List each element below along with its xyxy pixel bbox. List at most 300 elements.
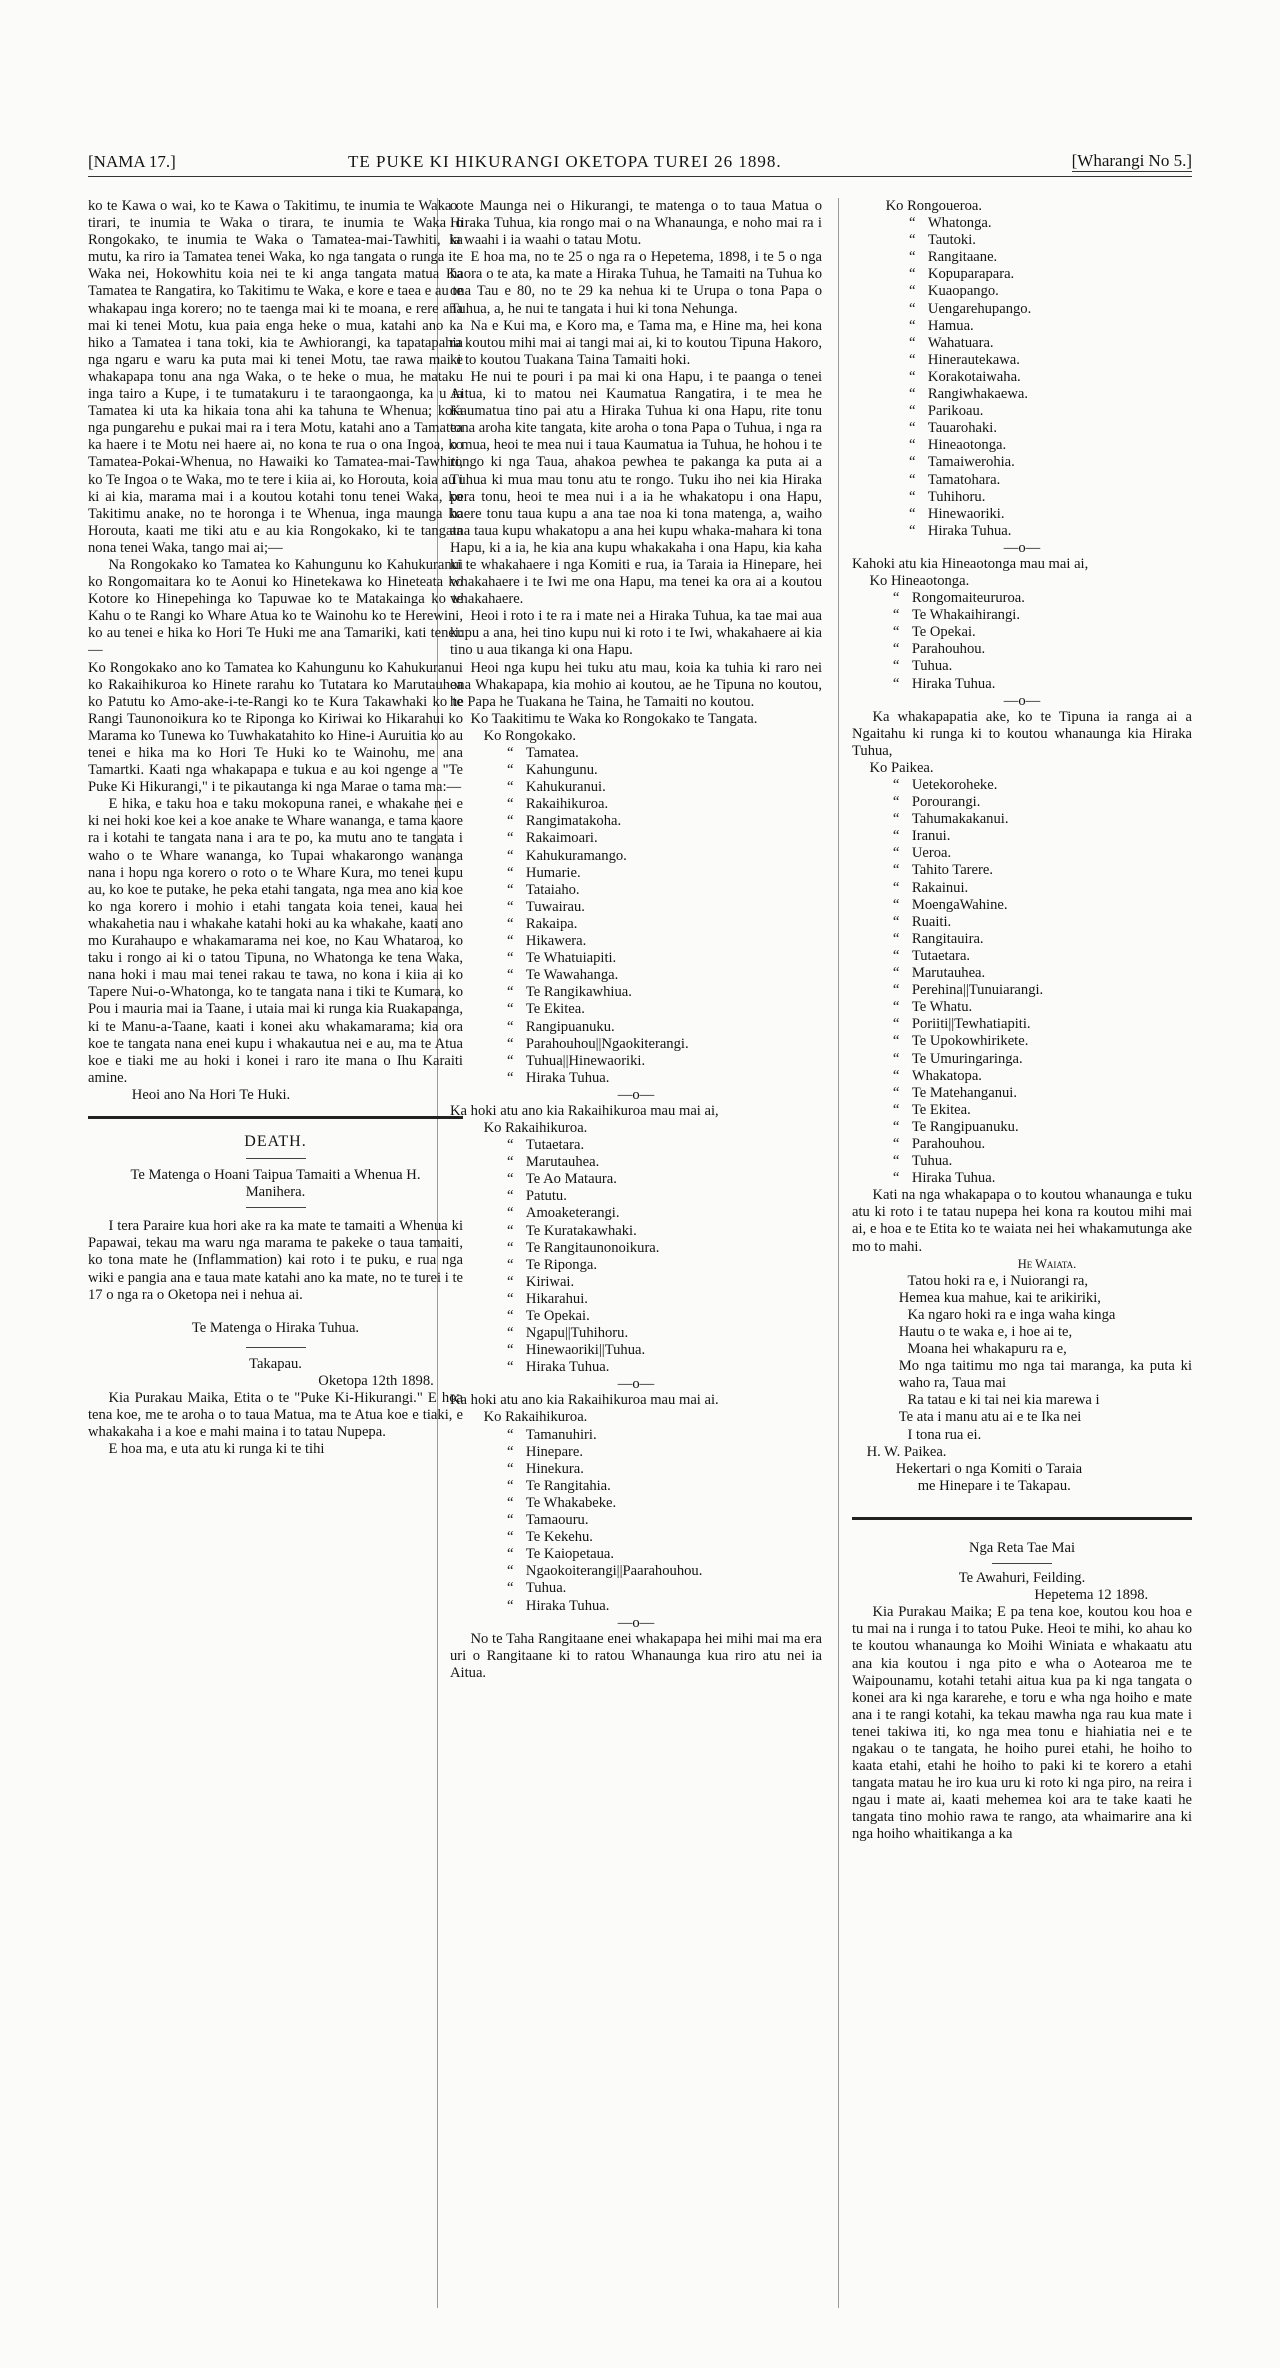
ditto-mark: “ — [506, 1154, 514, 1171]
separator: —o— — [617, 1614, 655, 1631]
article-paragraph: I tera Paraire kua hori ake ra ka mate te tamaiti a Whenua ki Papawai, tekau ma waru nga marama te pakeke o taua tamaiti, ko tona mate he (Inflammation) kai roto i te puku, e rua nga wiki e pangia ana e taua mate katahi ano ka mate, no te turei i te 17 o nga ra o Oketopa nei i nehua ai. — [88, 1218, 463, 1303]
page-number: [Wharangi No 5.] — [1071, 151, 1192, 170]
list-item-name: Korakotaiwaha. — [927, 368, 1021, 385]
list-item — [484, 1580, 822, 1597]
ditto-mark: “ — [506, 1529, 514, 1546]
list-item — [484, 1444, 822, 1461]
article-paragraph: Ko Taakitimu te Waka ko Rongokako te Tangata. — [470, 710, 758, 727]
ditto-mark: “ — [908, 368, 916, 385]
list-item — [484, 762, 822, 779]
ditto-mark: “ — [892, 777, 900, 793]
ditto-mark: “ — [506, 1597, 514, 1614]
ditto-mark: “ — [908, 522, 916, 539]
list-item-name: Iranui. — [911, 828, 951, 845]
list-item-name: Hamua. — [927, 317, 974, 334]
article-paragraph: Heoi i roto i te ra i mate nei a Hiraka Tuhua, ka tae mai aua kupu a ana, hei tino kupu nui ki roto i te Iwi, whakahaere ai kia tino u aua tikanga ki ona Hapu. — [450, 608, 822, 659]
list-item-name: Tuhua. — [911, 658, 953, 675]
poem-title: He Waiata. — [1017, 1256, 1077, 1271]
list-item-name: Te Rangikawhiua. — [525, 984, 632, 1001]
list-item — [484, 1563, 822, 1580]
list-item — [870, 1153, 1192, 1170]
list-item-name: Te Ao Mataura. — [525, 1171, 617, 1188]
ditto-mark: “ — [892, 965, 900, 982]
ditto-mark: “ — [506, 1443, 514, 1460]
list-item-name: Rangimatakoha. — [525, 813, 622, 830]
letter-date: Hepetema 12 1898. — [1034, 1587, 1149, 1604]
ditto-mark: “ — [506, 1308, 514, 1324]
list-items — [484, 1137, 822, 1376]
ditto-mark: “ — [506, 1239, 514, 1256]
poem-line: Hautu o te waka e, i hoe ai te, — [898, 1324, 1073, 1340]
list-item-name: Rakainui. — [911, 879, 969, 896]
list-item — [484, 1308, 822, 1325]
ditto-mark: “ — [892, 947, 900, 964]
list-item — [870, 607, 1192, 624]
short-rule — [992, 1563, 1052, 1564]
poem-line: I tona rua ei. — [907, 1426, 982, 1443]
list-item — [870, 1016, 1192, 1033]
ditto-mark: “ — [908, 334, 916, 351]
list-item — [484, 779, 822, 796]
list-item — [484, 882, 822, 899]
ditto-mark: “ — [506, 933, 514, 950]
list-head: Ko Rakaihikuroa. — [483, 1119, 588, 1136]
column-rule-2 — [838, 198, 839, 2308]
list-item-name: Te Rangitaunonoikura. — [525, 1239, 660, 1256]
list-item-name: Rongomaiteururoa. — [911, 590, 1025, 607]
list-item — [484, 1274, 822, 1291]
ditto-mark: “ — [506, 813, 514, 830]
list-item — [870, 999, 1192, 1016]
ditto-mark: “ — [892, 1033, 900, 1050]
ditto-mark: “ — [892, 930, 900, 947]
ditto-mark: “ — [506, 1563, 514, 1580]
section-rule — [88, 1116, 463, 1119]
list-item-name: Te Kaiopetaua. — [525, 1546, 615, 1563]
letter-date: Oketopa 12th 1898. — [318, 1372, 434, 1389]
list-item — [886, 352, 1192, 369]
author-signature: H. W. Paikea. — [866, 1443, 947, 1460]
list-head: Ko Paikea. — [869, 759, 934, 776]
list-item-name: Te Whatu. — [911, 999, 973, 1016]
article-paragraph: ko te Kawa o wai, ko te Kawa o Takitimu, te inumia te Waka o tirari, te inumia te Waka o tirara, te inumia te Waka o Rongokako, te inumia te Waka o Tamatea-mai-Tawhiti, ka mutu, ka riro ia Tamatea tenei Waka, ko nga tangata o runga ite Waka nei, Hokowhitu koia nei te ki anga tangata matua Ka Tamatea te Rangatira, ko Takitimu te Waka, e kore e taea e au te whakapau inga korero; no te taenga mai ki te moana, e rere ana mai ki tenei Motu, kua paia enga heke o mua, katahi ano ka hiko a Tamatea i tana toki, kia te Awhiorangi, ka tapatapahia nga ngaru e waru ka puta mai ki tenei Motu, tae rawa mai e whakapapa tonu ana nga Waka, o te heke o mua, he mataku inga tairo a Kupe, i te tumatakuru i te taraongaonga, ka u ia Tamatea ki uta ka hikaia tona ahi ka tahuna te Whenua; koia nga pungarehu e pukai mai ra i tera Motu, katahi ano a Tamatea ka haere i te Motu nei haere ai, no kona te rua o ona Ingoa, ko Tamatea-Pokai-Whenua, no Hawaiki ko Tamatea-mai-Tawhiti, ko Te Ingoa o te Waka, mo te tere i kiia ai, ko Horouta, koia au i ki ai kia, marama mai i a koutou kotahi tonu tenei Waka, ko Takitimu anake, no te horonga i te Whenua, inga maunga ko Horouta, kaati me tiki atu e au kia Rongokako, ki te tangata nona tenei Waka, tango mai ai;— — [88, 198, 463, 556]
poem-line: Ra tatau e ki tai nei kia marewa i — [907, 1392, 1100, 1409]
poem-line: Te ata i manu atu ai e te Ika nei — [898, 1409, 1082, 1426]
list-item-name: Hinewaoriki||Tuhua. — [525, 1342, 646, 1359]
list-item-name: Patutu. — [525, 1188, 567, 1205]
list-item — [484, 1478, 822, 1495]
list-item-name: Tautoki. — [927, 232, 976, 249]
list-item — [886, 369, 1192, 386]
list-item-name: Te Opekai. — [525, 1308, 590, 1324]
ditto-mark: “ — [506, 796, 514, 813]
list-item-name: Tauarohaki. — [927, 420, 997, 437]
list-item-name: Tuhua. — [911, 1153, 953, 1170]
genealogy-list — [484, 1120, 822, 1376]
article-paragraph: E hoa ma, e uta atu ki runga ki te tihi — [108, 1441, 325, 1458]
list-item-name: MoengaWahine. — [911, 896, 1008, 913]
list-item-name: Tamatohara. — [927, 471, 1001, 488]
list-item-name: Hiraka Tuhua. — [525, 1359, 610, 1376]
list-item-name: Kopuparapara. — [927, 266, 1015, 283]
list-items — [484, 1427, 822, 1615]
ditto-mark: “ — [908, 505, 916, 522]
ditto-mark: “ — [506, 915, 514, 932]
list-item-name: Rangipuanuku. — [525, 1018, 615, 1035]
list-item — [484, 1546, 822, 1563]
list-items — [870, 777, 1192, 1187]
ditto-mark: “ — [506, 1205, 514, 1222]
list-item — [870, 1136, 1192, 1153]
list-item — [870, 1033, 1192, 1050]
list-item-name: Amoaketerangi. — [525, 1205, 620, 1222]
ditto-mark: “ — [908, 300, 916, 317]
list-item-name: Rakaimoari. — [525, 830, 598, 847]
list-item-name: Tahumakakanui. — [911, 811, 1009, 828]
list-item-name: Marutauhea. — [525, 1154, 600, 1171]
list-item-name: Tuhua. — [525, 1580, 567, 1597]
ditto-mark: “ — [908, 420, 916, 437]
list-item-name: Tuhihoru. — [927, 488, 986, 505]
list-item — [870, 658, 1192, 675]
list-item-name: Hiraka Tuhua. — [525, 1069, 610, 1086]
list-item — [870, 811, 1192, 828]
list-item — [484, 1325, 822, 1342]
ditto-mark: “ — [506, 984, 514, 1001]
ditto-mark: “ — [506, 1290, 514, 1307]
ditto-mark: “ — [506, 1477, 514, 1494]
list-item — [484, 984, 822, 1001]
list-head: Ko Hineaotonga. — [869, 572, 970, 589]
list-item — [484, 1223, 822, 1240]
ditto-mark: “ — [506, 967, 514, 984]
ditto-mark: “ — [892, 828, 900, 845]
list-item-name: Uetekoroheke. — [911, 777, 998, 793]
list-item — [886, 266, 1192, 283]
list-item-name: Whatonga. — [927, 215, 992, 232]
list-item — [870, 777, 1192, 794]
list-item-name: Ngaokoiterangi||Paarahouhou. — [525, 1563, 703, 1580]
ditto-mark: “ — [892, 999, 900, 1016]
ditto-mark: “ — [892, 982, 900, 999]
list-item-name: Te Upokowhirikete. — [911, 1033, 1029, 1050]
list-item — [484, 1171, 822, 1188]
list-item — [484, 916, 822, 933]
ditto-mark: “ — [506, 1222, 514, 1239]
short-rule — [246, 1347, 306, 1348]
list-item-name: Poriiti||Tewhatiapiti. — [911, 1016, 1031, 1033]
article-subtitle: Te Matenga o Hoani Taipua Tamaiti a Whenua H. Manihera. — [130, 1167, 421, 1201]
article-paragraph: Kia Purakau Maika, Etita o te "Puke Ki-Hikurangi." E hoa tena koe, me te aroha o to taua Matua, ma te Atua koe e tiaki, e whakakaha i a koe e mahi maina i to tatau Nupepa. — [88, 1390, 463, 1441]
list-item-name: Te Wawahanga. — [525, 967, 619, 984]
list-item-name: Te Rangitahia. — [525, 1477, 611, 1494]
section-rule — [852, 1517, 1192, 1520]
ditto-mark: “ — [892, 1118, 900, 1135]
list-item — [870, 897, 1192, 914]
list-item-name: Parahouhou. — [911, 1135, 986, 1152]
list-item-name: Tamaiwerohia. — [927, 454, 1015, 471]
list-item-name: Parahouhou. — [911, 641, 986, 658]
list-item — [886, 335, 1192, 352]
article-paragraph: No te Taha Rangitaane enei whakapapa hei mihi mai ma era uri o Rangitaane ki to ratou Whanaunga kua riro atu nei ia Aitua. — [450, 1630, 822, 1681]
ditto-mark: “ — [892, 879, 900, 896]
list-item — [484, 1512, 822, 1529]
ditto-mark: “ — [892, 1101, 900, 1118]
ditto-mark: “ — [506, 1035, 514, 1052]
list-item — [870, 862, 1192, 879]
genealogy-list — [870, 573, 1192, 693]
list-item — [886, 318, 1192, 335]
separator: —o— — [617, 1376, 655, 1393]
ditto-mark: “ — [506, 779, 514, 796]
list-item — [886, 489, 1192, 506]
ditto-mark: “ — [506, 1052, 514, 1069]
letter-place: Takapau. — [249, 1355, 302, 1372]
list-item-name: Whakatopa. — [911, 1067, 982, 1084]
list-item — [886, 232, 1192, 249]
list-item-name: Hinewaoriki. — [927, 505, 1005, 522]
list-item — [484, 1154, 822, 1171]
ditto-mark: “ — [908, 454, 916, 471]
section-heading-letters: Nga Reta Tae Mai — [968, 1539, 1076, 1556]
list-item — [484, 1495, 822, 1512]
ditto-mark: “ — [892, 1135, 900, 1152]
list-item-name: Ueroa. — [911, 845, 952, 862]
ditto-mark: “ — [506, 1342, 514, 1359]
list-item — [484, 1427, 822, 1444]
ditto-mark: “ — [506, 847, 514, 864]
list-item-name: Humarie. — [525, 864, 581, 881]
list-item — [870, 1170, 1192, 1187]
list-item-name: Hikawera. — [525, 933, 587, 950]
ditto-mark: “ — [892, 1170, 900, 1187]
list-item — [886, 249, 1192, 266]
list-item — [484, 1461, 822, 1478]
ditto-mark: “ — [506, 1546, 514, 1563]
list-item-name: Te Whakabeke. — [525, 1494, 617, 1511]
list-item-name: Tuhua||Hinewaoriki. — [525, 1052, 646, 1069]
section-heading-death: DEATH. — [244, 1132, 307, 1150]
ditto-mark: “ — [908, 283, 916, 300]
ditto-mark: “ — [506, 1171, 514, 1188]
list-item-name: Te Opekai. — [911, 624, 976, 641]
list-item-name: Te Kuratakawhaki. — [525, 1222, 637, 1239]
issue-number: [NAMA 17.] — [88, 152, 176, 171]
ditto-mark: “ — [908, 232, 916, 249]
list-item — [870, 948, 1192, 965]
list-item-name: Te Riponga. — [525, 1256, 598, 1273]
list-item-name: Rakaihikuroa. — [525, 796, 609, 813]
article-paragraph: E hika, e taku hoa e taku mokopuna ranei, e whakahe nei e ki nei hoki koe kei a koe anake te Whare wananga, e tama kaore ra i kotahi te tangata nana i ara te po, ka mutu ano te tangata i waho o te Whare wananga, ko Tupai whakarongo wananga nana i hopu nga korero o roto o te Whare Kura, mo tenei kupu au, ko koe te putake, he peka etahi tangata, nga mea ano kia koe ko nga korero i mohio i etahi tangata koia tenei, kaua hei whakahetia nau i whakahe katahi hoki au ka whakahe, kaati ano mo Kurahaupo e whakamarama nei koe, no Kau Whataroa, ko taku i rongo ai ki o tatou Tipuna, no Whatonga ke tena Waka, nana hoki i mau mai tenei rakau te tawa, no kona i kiia ai ko Tapere Nui-o-Whatonga, ko te tangata nana i tiki te Kumara, ko Pou i mauria mai ia Taane, i utaia mai ki runga kia Ruakapanga, ki te Manu-a-Taane, kaati i konei aku whakamarama; kia ora koe te tangata nana enei kupu i whakautua nei e au, ma te Atua koe e tiaki me au hoki i konei i raro ite mana o Ihu Karaiti amine. — [88, 796, 463, 1086]
list-item — [870, 1102, 1192, 1119]
article-paragraph: Na Rongokako ko Tamatea ko Kahungunu ko Kahukuranui ko Rongomaitara ko te Aonui ko Hinetekawa ko Hineteata ko Kotore ko Hinepehinga ko Tapuwae ko te Matakainga ko te Kahu o te Rangi ko Whare Atua ko te Wainohu ko te Herewini, ko au tenei e hika ko Hori Te Huki me ana Tamariki, kati tenei:— — [88, 556, 463, 659]
list-item — [484, 1342, 822, 1359]
ditto-mark: “ — [506, 1494, 514, 1511]
ditto-mark: “ — [506, 745, 514, 761]
list-item-name: Hinekura. — [525, 1460, 584, 1477]
list-item-name: Hinerautekawa. — [927, 351, 1020, 368]
list-item-name: Te Kekehu. — [525, 1529, 593, 1546]
list-item — [870, 845, 1192, 862]
ditto-mark: “ — [892, 1050, 900, 1067]
ditto-mark: “ — [506, 1018, 514, 1035]
ditto-mark: “ — [506, 1359, 514, 1376]
ditto-mark: “ — [506, 898, 514, 915]
list-item-name: Te Rangipuanuku. — [911, 1118, 1019, 1135]
ditto-mark: “ — [908, 437, 916, 454]
ditto-mark: “ — [506, 1512, 514, 1529]
list-item-name: Tuwairau. — [525, 898, 585, 915]
article-paragraph: He nui te pouri i pa mai ki ona Hapu, i te paanga o tenei Aitua, ki to matou nei Kaumatua Rangatira, i te mea he Kaumatua tino pai atu a Hiraka Tuhua ki ona Hapu, rite tonu tona aroha kite tangata, kite aroha o tona Papa o Tuhua, i nga ra o mua, heoi te mea nui i taua Kaumatua ia Tuhua, he hohou i te rongo ki nga Taua, ahakoa pewhea te pakanga ka puta ai a Tuhua ki mua mau tonu atu te rongo. Tuku iho nei kia Hiraka pera tonu, heoi te mea nui i a ia he whakatopu i ona Hapu, haere tonu taua kupu a ana tae noa ki tona matenga, a, waiho ana taua kupu whakatopu a ana hei kupu whaka-mahara ki tona Hapu, ki a ia, he kia ana kupu whakakaha i ona Hapu, kia kaha ki te whakahaere i nga Komiti e rua, ia Taraia ia Hinepare, hei whakahaere i te Iwi me ona Hapu, ma tenei ka ora ai a koutou whakahaere. — [450, 368, 822, 608]
article-paragraph: Kahoki atu kia Hineaotonga mau mai ai, — [852, 555, 1089, 572]
ditto-mark: “ — [892, 607, 900, 624]
list-item-name: Kiriwai. — [525, 1273, 575, 1290]
list-item — [484, 830, 822, 847]
list-item-name: Rangitauira. — [911, 930, 984, 947]
list-item — [870, 624, 1192, 641]
list-item-name: Te Umuringaringa. — [911, 1050, 1023, 1067]
list-item-name: Rangitaane. — [927, 249, 998, 266]
list-item — [870, 880, 1192, 897]
list-item-name: Tutaetara. — [525, 1137, 585, 1154]
genealogy-list — [484, 728, 822, 1087]
list-item-name: Tamatea. — [525, 745, 579, 761]
list-items — [870, 590, 1192, 693]
author-signature: Heoi ano Na Hori Te Huki. — [131, 1086, 291, 1103]
list-item-name: Te Whakaihirangi. — [911, 607, 1020, 624]
ditto-mark: “ — [506, 1426, 514, 1443]
list-item — [484, 813, 822, 830]
article-paragraph: Ka whakapapatia ake, ko te Tipuna ia ranga ai a Ngaitahu ki runga ki to koutou whanaunga kia Hiraka Tuhua, — [852, 708, 1192, 759]
list-item — [484, 796, 822, 813]
list-item — [886, 472, 1192, 489]
list-item — [484, 1036, 822, 1053]
article-paragraph: Ka hoki atu ano kia Rakaihikuroa mau mai ai, — [450, 1102, 719, 1119]
list-item-name: Rangiwhakaewa. — [927, 386, 1028, 403]
genealogy-list — [870, 760, 1192, 1187]
list-item — [484, 1598, 822, 1615]
masthead — [88, 142, 1192, 177]
list-item — [484, 1019, 822, 1036]
list-item — [870, 1085, 1192, 1102]
ditto-mark: “ — [908, 351, 916, 368]
ditto-mark: “ — [908, 471, 916, 488]
ditto-mark: “ — [506, 1580, 514, 1597]
list-item-name: Ruaiti. — [911, 913, 952, 930]
poem — [852, 1273, 1192, 1444]
ditto-mark: “ — [892, 590, 900, 607]
list-item — [484, 1137, 822, 1154]
ditto-mark: “ — [892, 811, 900, 828]
list-item — [484, 1359, 822, 1376]
ditto-mark: “ — [908, 317, 916, 334]
ditto-mark: “ — [506, 1325, 514, 1342]
article-paragraph: Ko Rongokako ano ko Tamatea ko Kahungunu ko Kahukuranui ko Rakaihikuroa ko Hinete rarahu ko Tutatara ko Marutauhea ko Patutu ko Amo-ake-i-te-Rangi ko te Kura Takawhaki ko te Rangi Taunonoikura ko te Riponga ko Kiriwai ko Hikarahui ko Marama ko Tunewa ko Tuwhakatahito ko Hine-i Auruitia ko au tenei e hika ma ko Hori Te Huki ko te Wainohu, me ana Tamartki. Kaati nga whakapapa e tukua e au koi ngenge a "Te Puke Ki Hikurangi," i te pikautanga ki nga Marae o tama ma:— — [88, 659, 463, 796]
list-item — [886, 523, 1192, 540]
author-role: me Hinepare i te Takapau. — [917, 1477, 1071, 1494]
list-item — [870, 590, 1192, 607]
list-item — [484, 848, 822, 865]
list-item — [484, 1240, 822, 1257]
list-item-name: Te Ekitea. — [525, 1001, 585, 1018]
list-item — [886, 403, 1192, 420]
list-item — [870, 965, 1192, 982]
ditto-mark: “ — [892, 794, 900, 811]
list-item — [870, 914, 1192, 931]
letter-place: Te Awahuri, Feilding. — [958, 1570, 1086, 1587]
list-item-name: Kahukuranui. — [525, 779, 606, 796]
short-rule — [246, 1207, 306, 1208]
list-item — [870, 1068, 1192, 1085]
article-paragraph: o te Maunga nei o Hikurangi, te matenga o to taua Matua o Hiraka Tuhua, kia rongo mai o na Whanaunga, e noho mai ra i ia waahi i ia waahi o tatau Motu. — [450, 198, 822, 249]
list-item-name: Parahouhou||Ngaokiterangi. — [525, 1035, 689, 1052]
list-item — [870, 641, 1192, 658]
article-paragraph: Heoi nga kupu hei tuku atu mau, koia ka tuhia ki raro nei ona Whakapapa, kia mohio ai koutou, ae he Tipuna no koutou, he Papa he Tuakana he Taina, he Tamaiti no koutou. — [450, 659, 822, 710]
list-item — [886, 454, 1192, 471]
ditto-mark: “ — [506, 1256, 514, 1273]
list-item-name: Hiraka Tuhua. — [525, 1597, 610, 1614]
list-head: Ko Rongokako. — [483, 727, 577, 744]
list-item-name: Hiraka Tuhua. — [911, 1170, 996, 1187]
list-item — [886, 301, 1192, 318]
ditto-mark: “ — [908, 386, 916, 403]
list-item — [886, 283, 1192, 300]
ditto-mark: “ — [892, 658, 900, 675]
list-item-name: Hineaotonga. — [927, 437, 1007, 454]
list-item — [484, 1053, 822, 1070]
list-items — [886, 215, 1192, 540]
list-item — [484, 745, 822, 762]
list-item — [484, 1257, 822, 1274]
list-item — [870, 1119, 1192, 1136]
list-item-name: Tamaouru. — [525, 1512, 589, 1529]
list-item-name: Wahatuara. — [927, 334, 994, 351]
ditto-mark: “ — [892, 641, 900, 658]
ditto-mark: “ — [908, 249, 916, 266]
list-item — [484, 1291, 822, 1308]
list-item-name: Ngapu||Tuhihoru. — [525, 1325, 629, 1342]
list-item-name: Marutauhea. — [911, 965, 986, 982]
list-item — [484, 1001, 822, 1018]
short-rule — [246, 1158, 306, 1159]
list-item — [484, 1188, 822, 1205]
ditto-mark: “ — [908, 215, 916, 232]
list-item-name: Kahungunu. — [525, 762, 598, 779]
list-item — [484, 967, 822, 984]
ditto-mark: “ — [892, 845, 900, 862]
list-item — [870, 982, 1192, 999]
list-item-name: Tataiaho. — [525, 881, 580, 898]
article-subtitle: Te Matenga o Hiraka Tuhua. — [191, 1319, 360, 1336]
ditto-mark: “ — [506, 864, 514, 881]
list-item-name: Rakaipa. — [525, 915, 578, 932]
list-item-name: Tahito Tarere. — [911, 862, 993, 879]
list-items — [484, 745, 822, 1087]
author-role: Hekertari o nga Komiti o Taraia — [895, 1460, 1083, 1477]
list-item — [870, 1051, 1192, 1068]
poem-line: Hemea kua mahue, kai te arikiriki, — [898, 1289, 1101, 1306]
list-item-name: Perehina||Tunuiarangi. — [911, 982, 1044, 999]
separator: —o— — [1003, 539, 1041, 556]
poem-line: Tatou hoki ra e, i Nuiorangi ra, — [907, 1272, 1089, 1289]
list-item — [886, 506, 1192, 523]
ditto-mark: “ — [506, 950, 514, 967]
article-paragraph: Na e Kui ma, e Koro ma, e Tama ma, e Hine ma, hei kona ra koutou mihi mai ai tangi mai ai, ki to koutou Tipuna Hakoro, ki to koutou Tuakana Taina Tamaiti hoki. — [450, 317, 822, 368]
list-item-name: Uengarehupango. — [927, 300, 1032, 317]
genealogy-list — [886, 198, 1192, 540]
list-item — [886, 420, 1192, 437]
ditto-mark: “ — [892, 913, 900, 930]
